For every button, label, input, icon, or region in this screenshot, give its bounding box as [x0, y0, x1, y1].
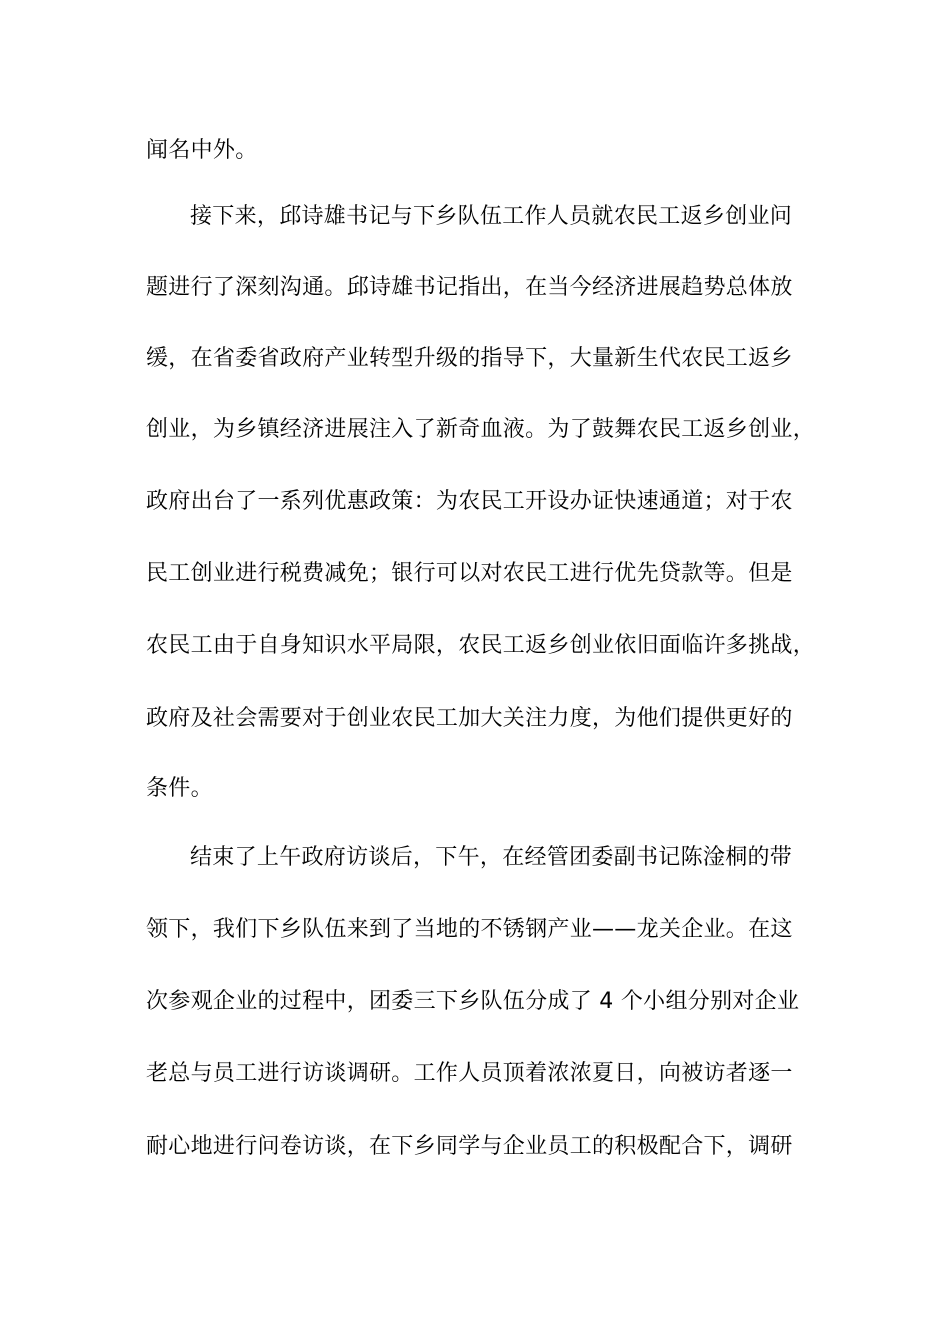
paragraph-line: 条件。 — [146, 776, 213, 801]
paragraph-line: 老总与员工进行访谈调研。工作人员顶着浓浓夏日，向被访者逐一 — [146, 1061, 793, 1086]
paragraph-line: 领下，我们下乡队伍来到了当地的不锈钢产业——龙关企业。在这 — [146, 917, 793, 942]
paragraph-line: 民工创业进行税费减免；银行可以对农民工进行优先贷款等。但是 — [146, 561, 793, 586]
paragraph-line: 次参观企业的过程中，团委三下乡队伍分成了 4 个小组分别对企业 — [146, 989, 800, 1014]
paragraph-line: 题进行了深刻沟通。邱诗雄书记指出，在当今经济进展趋势总体放 — [146, 275, 793, 300]
paragraph-line: 接下来，邱诗雄书记与下乡队伍工作人员就农民工返乡创业问 — [190, 204, 793, 229]
paragraph-line: 缓，在省委省政府产业转型升级的指导下，大量新生代农民工返乡 — [146, 346, 793, 371]
paragraph-line: 创业，为乡镇经济进展注入了新奇血液。为了鼓舞农民工返乡创业， — [146, 417, 816, 442]
paragraph-line: 农民工由于自身知识水平局限，农民工返乡创业依旧面临许多挑战， — [146, 633, 816, 658]
paragraph-line: 结束了上午政府访谈后，下午，在经管团委副书记陈淦桐的带 — [190, 845, 793, 870]
paragraph-line: 耐心地进行问卷访谈，在下乡同学与企业员工的积极配合下，调研 — [146, 1134, 793, 1159]
paragraph-line: 政府出台了一系列优惠政策：为农民工开设办证快速通道；对于农 — [146, 489, 793, 514]
paragraph-line: 闻名中外。 — [146, 138, 258, 163]
paragraph-line: 政府及社会需要对于创业农民工加大关注力度，为他们提供更好的 — [146, 706, 793, 731]
